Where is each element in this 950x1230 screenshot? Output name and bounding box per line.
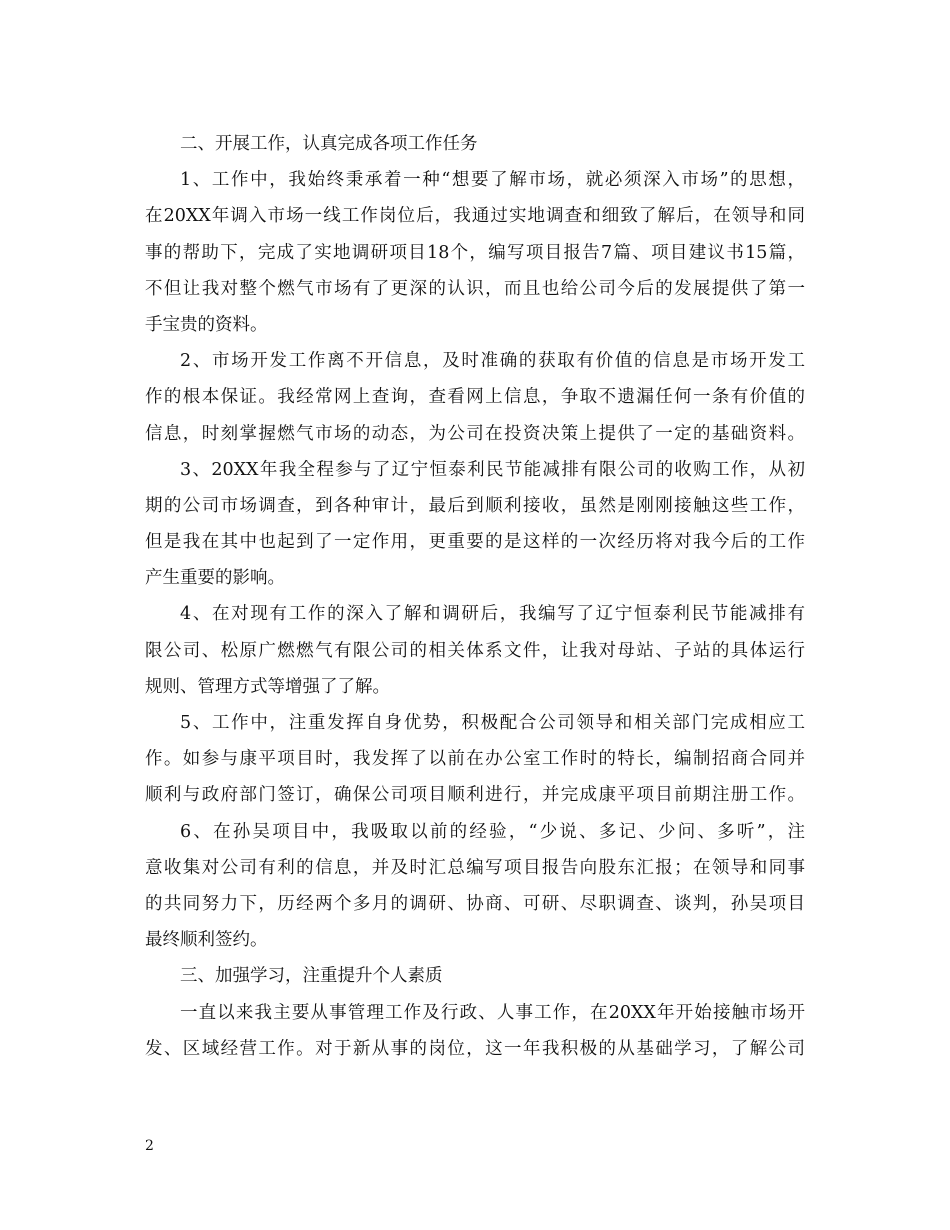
paragraph-line: 6、在孙吴项目中，我吸取以前的经验，“少说、多记、少问、多听”，注	[180, 821, 805, 842]
paragraph-line: 的共同努力下，历经两个多月的调研、协商、可研、尽职调查、谈判，孙吴项目	[145, 893, 805, 914]
paragraph-line: 5、工作中，注重发挥自身优势，积极配合公司领导和相关部门完成相应工	[180, 713, 805, 733]
paragraph-line: 2、市场开发工作离不开信息，及时准确的获取有价值的信息是市场开发工	[180, 351, 805, 372]
paragraph-line: 4、在对现有工作的深入了解和调研后，我编写了辽宁恒泰利民节能减排有	[180, 604, 805, 625]
paragraph-line: 限公司、松原广燃燃气有限公司的相关体系文件，让我对母站、子站的具体运行	[145, 640, 805, 661]
section-heading: 三、加强学习，注重提升个人素质	[180, 966, 443, 987]
paragraph-line: 期的公司市场调查，到各种审计，最后到顺利接收，虽然是刚刚接触这些工作，	[145, 495, 805, 516]
paragraph-line: 规则、管理方式等增强了了解。	[145, 676, 390, 697]
paragraph-line: 手宝贵的资料。	[145, 314, 268, 335]
paragraph-line: 作的根本保证。我经常网上查询，查看网上信息，争取不遗漏任何一条有价值的	[145, 387, 805, 408]
paragraph-line: 不但让我对整个燃气市场有了更深的认识，而且也给公司今后的发展提供了第一	[145, 278, 805, 299]
document-body	[145, 126, 805, 1067]
paragraph-line: 产生重要的影响。	[145, 568, 285, 589]
paragraph-line: 但是我在其中也起到了一定作用，更重要的是这样的一次经历将对我今后的工作	[145, 532, 805, 553]
paragraph-line: 意收集对公司有利的信息，并及时汇总编写项目报告向股东汇报；在领导和同事	[145, 857, 805, 878]
paragraph-line: 事的帮助下，完成了实地调研项目18个，编写项目报告7篇、项目建议书15篇，	[145, 242, 805, 263]
paragraph-line: 1、工作中，我始终秉承着一种“想要了解市场，就必须深入市场”的思想，	[180, 170, 805, 191]
paragraph-line: 作。如参与康平项目时，我发挥了以前在办公室工作时的特长，编制招商合同并	[145, 749, 805, 770]
section-heading: 二、开展工作，认真完成各项工作任务	[180, 134, 478, 154]
paragraph-line: 一直以来我主要从事管理工作及行政、人事工作，在20XX年开始接触市场开	[180, 1002, 805, 1023]
paragraph-line: 顺利与政府部门签订，确保公司项目顺利进行，并完成康平项目前期注册工作。	[145, 785, 805, 806]
page-number: 2	[145, 1138, 154, 1154]
paragraph-line: 发、区域经营工作。对于新从事的岗位，这一年我积极的从基础学习，了解公司	[145, 1038, 805, 1059]
paragraph-line: 在20XX年调入市场一线工作岗位后，我通过实地调查和细致了解后，在领导和同	[145, 206, 805, 227]
paragraph-line: 信息，时刻掌握燃气市场的动态，为公司在投资决策上提供了一定的基础资料。	[145, 423, 805, 444]
paragraph-line: 最终顺利签约。	[145, 930, 268, 951]
paragraph-line: 3、20XX年我全程参与了辽宁恒泰利民节能减排有限公司的收购工作，从初	[180, 459, 805, 480]
